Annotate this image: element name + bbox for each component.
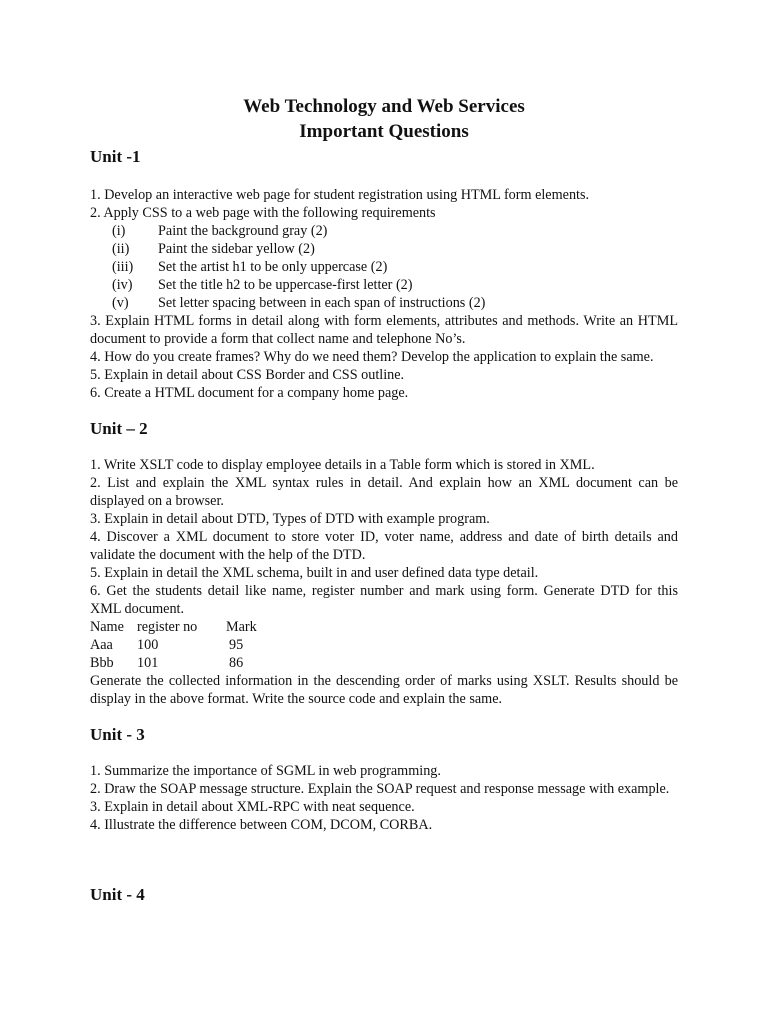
document-title: Web Technology and Web Services — [243, 96, 525, 117]
document-subtitle: Important Questions — [299, 121, 469, 142]
unit-1-subitem — [90, 276, 678, 294]
subitem-text: Set letter spacing between in each span of instructions (2) — [158, 295, 486, 311]
subitem-number: (ii) — [112, 241, 130, 257]
unit-1-subitem — [90, 294, 678, 312]
table-header-cell: Name — [90, 619, 124, 635]
unit-1-question-2: 2. Apply CSS to a web page with the following requirements — [90, 205, 436, 221]
unit-2-question-5: 5. Explain in detail the XML schema, built in and user defined data type detail. — [90, 565, 539, 581]
unit-2-question-6-continued: Generate the collected information in the descending order of marks using XSLT. Results should be display in the above format. Write the source code and explain the same. — [90, 673, 678, 707]
unit-1-question-1: 1. Develop an interactive web page for student registration using HTML form elements. — [90, 187, 590, 203]
student-marks-table — [90, 618, 678, 672]
unit-1-question-4: 4. How do you create frames? Why do we need them? Develop the application to explain the same. — [90, 349, 654, 365]
subitem-text: Paint the sidebar yellow (2) — [158, 241, 315, 257]
unit-1-question-5: 5. Explain in detail about CSS Border and CSS outline. — [90, 367, 405, 383]
table-cell: 95 — [229, 637, 244, 653]
table-header-row — [90, 618, 678, 636]
subitem-number: (v) — [112, 295, 129, 311]
unit-2-question-3: 3. Explain in detail about DTD, Types of DTD with example program. — [90, 511, 490, 527]
unit-2-question-4: 4. Discover a XML document to store voter ID, voter name, address and date of birth details and validate the document with the help of the DTD. — [90, 529, 678, 563]
unit-3-question-2: 2. Draw the SOAP message structure. Explain the SOAP request and response message with example. — [90, 781, 670, 797]
subitem-text: Set the title h2 to be uppercase-first letter (2) — [158, 277, 413, 293]
table-cell: Bbb — [90, 655, 114, 671]
unit-1-subitem — [90, 240, 678, 258]
subitem-number: (iv) — [112, 277, 133, 293]
unit-3-question-3: 3. Explain in detail about XML-RPC with neat sequence. — [90, 799, 415, 815]
subitem-text: Set the artist h1 to be only uppercase (2) — [158, 259, 388, 275]
subitem-number: (i) — [112, 223, 126, 239]
table-cell: Aaa — [90, 637, 113, 653]
unit-2-question-2: 2. List and explain the XML syntax rules in detail. And explain how an XML document can be displayed on a browser. — [90, 475, 678, 509]
unit-2-question-6: 6. Get the students detail like name, register number and mark using form. Generate DTD for this XML document. — [90, 583, 678, 617]
table-row — [90, 636, 678, 654]
unit-3-question-1: 1. Summarize the importance of SGML in web programming. — [90, 763, 441, 779]
table-header-cell: register no — [137, 619, 198, 635]
unit-3-heading: Unit - 3 — [90, 725, 145, 744]
unit-2-question-1: 1. Write XSLT code to display employee details in a Table form which is stored in XML. — [90, 457, 595, 473]
unit-2-heading: Unit – 2 — [90, 419, 148, 438]
unit-1-question-6: 6. Create a HTML document for a company home page. — [90, 385, 409, 401]
subitem-number: (iii) — [112, 259, 134, 275]
table-cell: 86 — [229, 655, 244, 671]
unit-1-subitem — [90, 258, 678, 276]
table-cell: 100 — [137, 637, 159, 653]
unit-4-heading: Unit - 4 — [90, 885, 145, 904]
unit-3-question-4: 4. Illustrate the difference between COM, DCOM, CORBA. — [90, 817, 433, 833]
table-header-cell: Mark — [226, 619, 257, 635]
table-cell: 101 — [137, 655, 159, 671]
table-row — [90, 654, 678, 672]
unit-1-question-3: 3. Explain HTML forms in detail along with form elements, attributes and methods. Write an HTML document to provide a form that collect name and telephone No’s. — [90, 313, 678, 347]
subitem-text: Paint the background gray (2) — [158, 223, 328, 239]
unit-1-subitem — [90, 222, 678, 240]
unit-1-heading: Unit -1 — [90, 147, 141, 166]
